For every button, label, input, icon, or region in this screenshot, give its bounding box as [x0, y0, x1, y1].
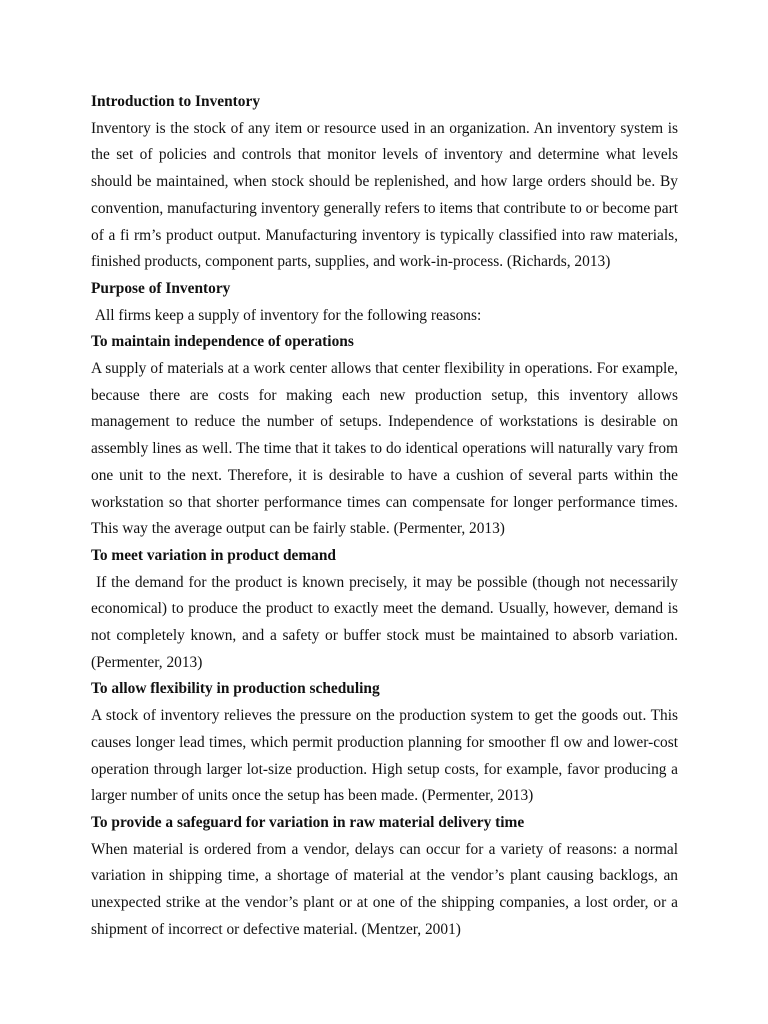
section-heading: To maintain independence of operations [91, 333, 354, 351]
section-paragraph: When material is ordered from a vendor, delays can occur for a variety of reasons: a normal variation in shipping time, a shortage of material at the vendor’s plant causing backlogs, an unexpected strike at the vendor’s plant or at one of the shipping companies, a lost order, or a shipment of incorrect or defective material. (Mentzer, 2001) [91, 840, 678, 938]
section-heading: Purpose of Inventory [91, 279, 231, 297]
section-introduction [91, 89, 678, 276]
document-page [91, 89, 682, 944]
section-paragraph: A stock of inventory relieves the pressure on the production system to get the goods out. This causes longer lead times, which permit production planning for smoother fl ow and lower-cost operation through larger lot-size production. High setup costs, for example, favor producing a larger number of units once the setup has been made. (Permenter, 2013) [91, 707, 678, 805]
section-heading: To meet variation in product demand [91, 546, 336, 564]
section-independence [91, 329, 678, 543]
section-heading: To allow flexibility in production scheduling [91, 680, 380, 698]
section-paragraph: Inventory is the stock of any item or resource used in an organization. An inventory system is the set of policies and controls that monitor levels of inventory and determine what levels should be maintained, when stock should be replenished, and how large orders should be. By convention, manufacturing inventory generally refers to items that contribute to or become part of a fi rm’s product output. Manufacturing inventory is typically classified into raw materials, finished products, component parts, supplies, and work-in-process. (Richards, 2013) [91, 119, 678, 271]
section-purpose [91, 276, 678, 329]
section-heading: To provide a safeguard for variation in raw material delivery time [91, 813, 525, 831]
section-paragraph: A supply of materials at a work center allows that center flexibility in operations. For example, because there are costs for making each new production setup, this inventory allows management to reduce the number of setups. Independence of workstations is desirable on assembly lines as well. The time that it takes to do identical operations will naturally vary from one unit to the next. Therefore, it is desirable to have a cushion of several parts within the workstation so that shorter performance times can compensate for longer performance times. This way the average output can be fairly stable. (Permenter, 2013) [91, 360, 678, 538]
section-scheduling [91, 676, 678, 810]
section-demand [91, 543, 682, 677]
section-delivery [91, 810, 678, 944]
section-heading: Introduction to Inventory [91, 93, 261, 110]
section-paragraph: All firms keep a supply of inventory for the following reasons: [91, 306, 482, 324]
section-paragraph: If the demand for the product is known precisely, it may be possible (though not necessarily economical) to produce the product to exactly meet the demand. Usually, however, demand is not completely known, and a safety or buffer stock must be maintained to absorb variation. (Permenter, 2013) [91, 573, 682, 671]
